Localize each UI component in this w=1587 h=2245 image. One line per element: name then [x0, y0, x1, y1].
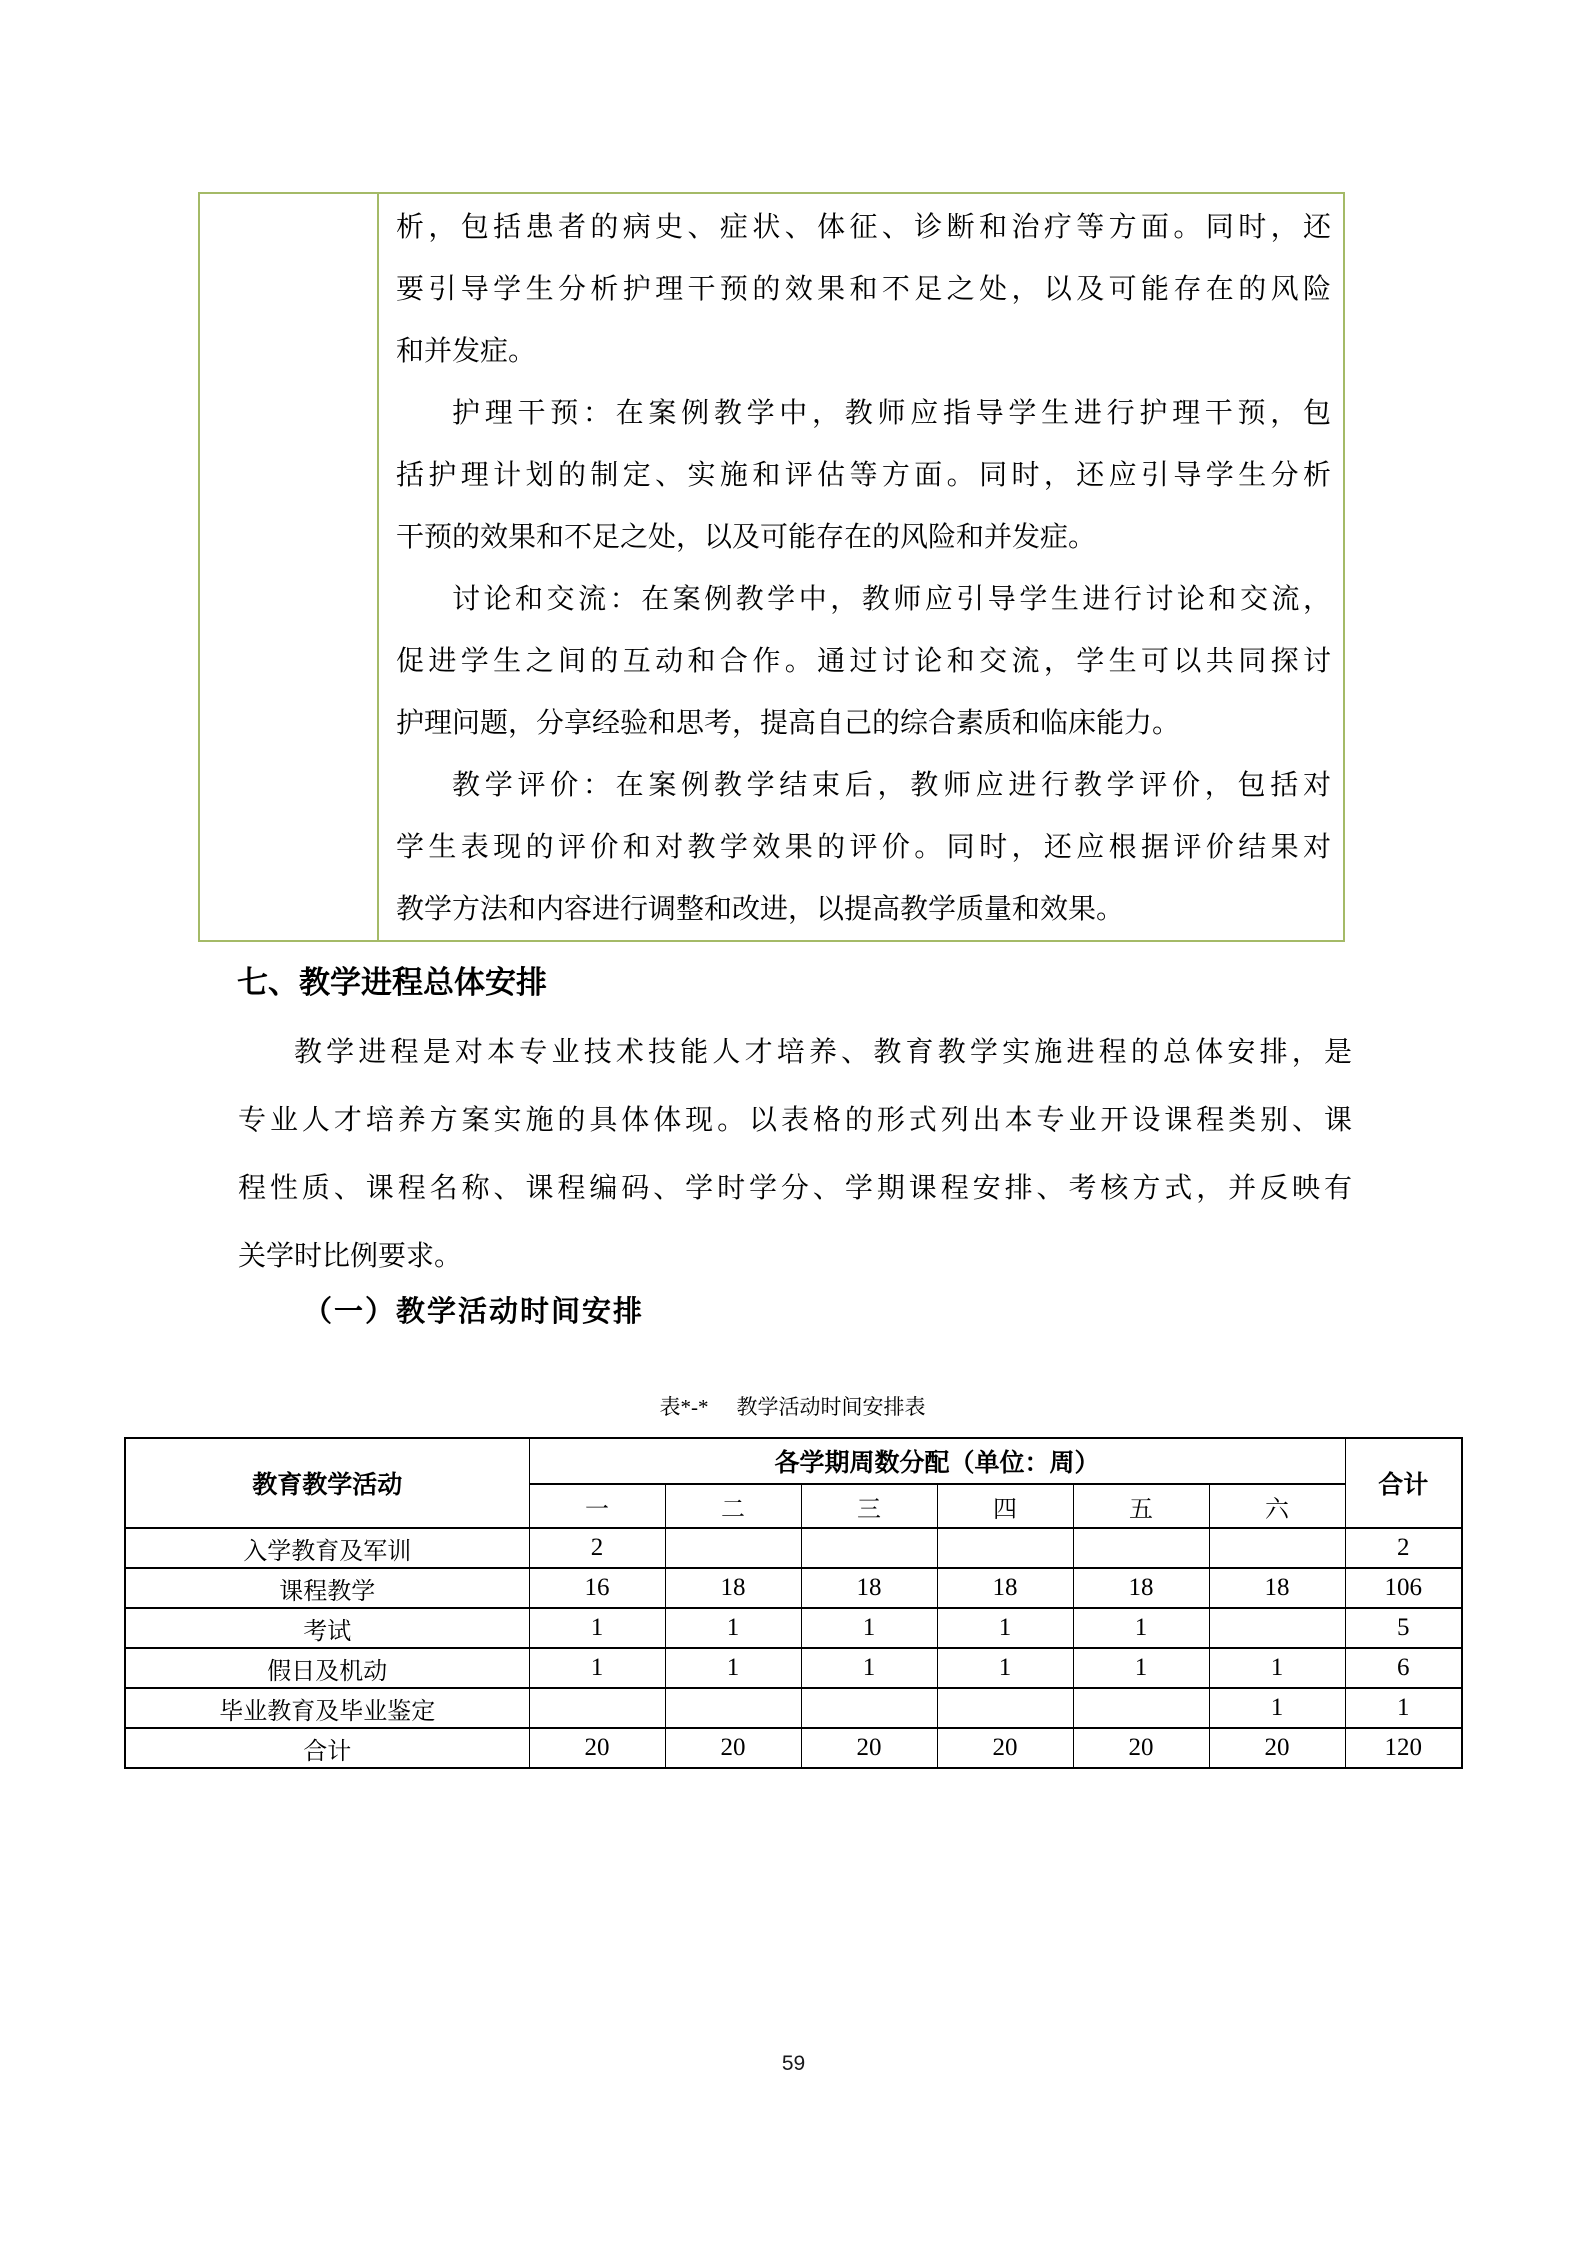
case-table-empty-label-cell	[200, 194, 379, 940]
section-heading: 七、教学进程总体安排	[237, 965, 547, 1000]
week-value	[1073, 1528, 1209, 1568]
week-value	[1209, 1608, 1345, 1648]
table-row	[125, 1688, 1462, 1728]
row-label: 入学教育及军训	[125, 1528, 529, 1568]
row-total: 1	[1345, 1688, 1462, 1728]
header-cell-semester: 三	[801, 1484, 937, 1528]
header-cell-activity: 教育教学活动	[125, 1438, 529, 1528]
paragraph-line: 专业人才培养方案实施的具体体现。以表格的形式列出本专业开设课程类别、课	[238, 1105, 1352, 1136]
case-text-line: 析，包括患者的病史、症状、体征、诊断和治疗等方面。同时，还	[396, 212, 1331, 243]
header-cell-semester: 四	[937, 1484, 1073, 1528]
week-value: 18	[665, 1568, 801, 1608]
week-value: 1	[937, 1648, 1073, 1688]
week-value: 1	[937, 1608, 1073, 1648]
week-value	[1209, 1528, 1345, 1568]
row-label: 假日及机动	[125, 1648, 529, 1688]
week-value: 1	[1073, 1648, 1209, 1688]
case-text-line: 括护理计划的制定、实施和评估等方面。同时，还应引导学生分析	[396, 460, 1331, 491]
row-label: 考试	[125, 1608, 529, 1648]
header-cell-weeks-group: 各学期周数分配（单位：周）	[529, 1438, 1345, 1484]
week-value: 20	[801, 1728, 937, 1768]
header-cell-semester: 二	[665, 1484, 801, 1528]
paragraph-line: 关学时比例要求。	[238, 1241, 463, 1272]
week-value	[665, 1688, 801, 1728]
week-value: 1	[1209, 1688, 1345, 1728]
week-value: 18	[1073, 1568, 1209, 1608]
table-row	[125, 1648, 1462, 1688]
row-total: 6	[1345, 1648, 1462, 1688]
case-text-line: 护理干预：在案例教学中，教师应指导学生进行护理干预，包	[452, 398, 1331, 429]
week-value: 1	[1209, 1648, 1345, 1688]
table-row	[125, 1528, 1462, 1568]
week-value: 1	[665, 1608, 801, 1648]
week-value: 1	[1073, 1608, 1209, 1648]
week-value: 20	[665, 1728, 801, 1768]
paragraph-line: 教学进程是对本专业技术技能人才培养、教育教学实施进程的总体安排，是	[294, 1037, 1352, 1068]
table-row	[125, 1608, 1462, 1648]
week-value: 18	[937, 1568, 1073, 1608]
case-text-line: 教学评价：在案例教学结束后，教师应进行教学评价，包括对	[452, 770, 1331, 801]
schedule-table	[124, 1437, 1463, 1769]
paragraph-line: 程性质、课程名称、课程编码、学时学分、学期课程安排、考核方式，并反映有	[238, 1173, 1352, 1204]
header-cell-semester: 一	[529, 1484, 665, 1528]
week-value: 1	[529, 1648, 665, 1688]
week-value: 1	[801, 1648, 937, 1688]
case-text-line: 干预的效果和不足之处，以及可能存在的风险和并发症。	[396, 522, 1097, 553]
week-value: 18	[1209, 1568, 1345, 1608]
row-total: 2	[1345, 1528, 1462, 1568]
table-caption-number: 表*-*	[659, 1395, 709, 1419]
week-value: 1	[529, 1608, 665, 1648]
case-text-line: 教学方法和内容进行调整和改进，以提高教学质量和效果。	[396, 894, 1125, 925]
table-caption	[124, 1392, 1461, 1422]
week-value: 20	[1073, 1728, 1209, 1768]
table-header-row-1	[125, 1438, 1462, 1484]
intro-paragraph	[238, 1019, 1352, 1291]
week-value	[937, 1528, 1073, 1568]
week-value: 2	[529, 1528, 665, 1568]
case-table-text-cell	[379, 194, 1343, 940]
row-label: 课程教学	[125, 1568, 529, 1608]
case-text-line: 护理问题，分享经验和思考，提高自己的综合素质和临床能力。	[396, 708, 1181, 739]
sub-heading: （一）教学活动时间安排	[303, 1296, 645, 1328]
case-text-line: 要引导学生分析护理干预的效果和不足之处，以及可能存在的风险	[396, 274, 1331, 305]
header-cell-total: 合计	[1345, 1438, 1462, 1528]
header-cell-semester: 五	[1073, 1484, 1209, 1528]
week-value	[937, 1688, 1073, 1728]
case-teaching-table	[198, 192, 1345, 942]
week-value	[801, 1528, 937, 1568]
case-text-line: 促进学生之间的互动和合作。通过讨论和交流，学生可以共同探讨	[396, 646, 1331, 677]
week-value	[1073, 1688, 1209, 1728]
week-value: 1	[801, 1608, 937, 1648]
week-value: 18	[801, 1568, 937, 1608]
week-value: 16	[529, 1568, 665, 1608]
week-value	[529, 1688, 665, 1728]
week-value: 20	[1209, 1728, 1345, 1768]
week-value	[665, 1528, 801, 1568]
case-text-line: 和并发症。	[396, 336, 537, 367]
page-number: 59	[781, 2052, 806, 2075]
week-value: 20	[529, 1728, 665, 1768]
table-row-total	[125, 1728, 1462, 1768]
case-text-line: 讨论和交流：在案例教学中，教师应引导学生进行讨论和交流，	[452, 584, 1331, 615]
row-label: 毕业教育及毕业鉴定	[125, 1688, 529, 1728]
row-total: 106	[1345, 1568, 1462, 1608]
case-text-line: 学生表现的评价和对教学效果的评价。同时，还应根据评价结果对	[396, 832, 1331, 863]
header-cell-semester: 六	[1209, 1484, 1345, 1528]
row-label: 合计	[125, 1728, 529, 1768]
table-caption-title: 教学活动时间安排表	[736, 1395, 926, 1419]
table-row	[125, 1568, 1462, 1608]
week-value: 20	[937, 1728, 1073, 1768]
week-value: 1	[665, 1648, 801, 1688]
row-total: 5	[1345, 1608, 1462, 1648]
row-total: 120	[1345, 1728, 1462, 1768]
week-value	[801, 1688, 937, 1728]
